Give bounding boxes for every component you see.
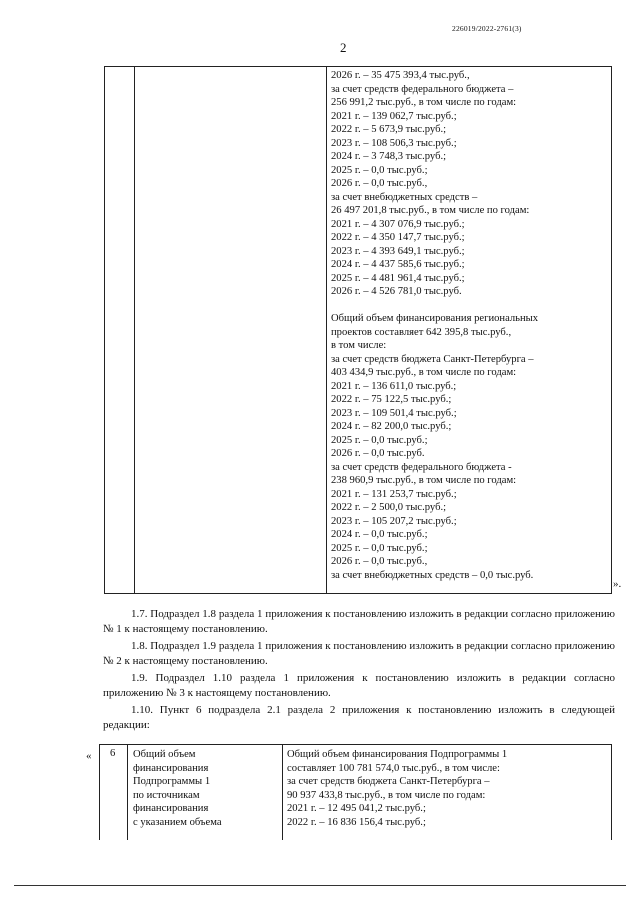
text-line: 2026 г. – 4 526 781,0 тыс.руб. <box>331 286 462 297</box>
label-line: с указанием объема <box>133 816 222 828</box>
text-line: 2026 г. – 0,0 тыс.руб., <box>331 556 428 567</box>
text-line: 2023 г. – 108 506,3 тыс.руб.; <box>331 137 457 149</box>
label-line: по источникам <box>133 789 200 801</box>
text-line: Общий объем финансирования Подпрограммы 1 <box>287 749 508 760</box>
label-line: финансирования <box>133 762 209 774</box>
text-line: 2024 г. – 4 437 585,6 тыс.руб.; <box>331 259 465 270</box>
text-line: 2025 г. – 4 481 961,4 тыс.руб.; <box>331 272 465 284</box>
table-column-divider <box>134 67 135 593</box>
text-line: 2023 г. – 105 207,2 тыс.руб.; <box>331 515 457 527</box>
text-line: 2025 г. – 0,0 тыс.руб.; <box>331 164 428 176</box>
text-line: 2024 г. – 3 748,3 тыс.руб.; <box>331 151 447 162</box>
text-line: за счет средств бюджета Санкт-Петербурга – <box>331 353 534 365</box>
table-column-divider <box>282 745 283 840</box>
text-line: 90 937 433,8 тыс.руб., в том числе по годам: <box>287 789 486 801</box>
financing-volume-cell <box>331 69 611 582</box>
blank-line <box>331 299 611 313</box>
table-column-divider <box>127 745 128 840</box>
text-line: 2021 г. – 131 253,7 тыс.руб.; <box>331 488 457 500</box>
text-line: 2021 г. – 4 307 076,9 тыс.руб.; <box>331 218 465 230</box>
label-line: Подпрограммы 1 <box>133 776 211 787</box>
label-line: Общий объем <box>133 749 196 760</box>
text-line: Общий объем финансирования региональных <box>331 313 539 324</box>
amendment-paragraph-1-10: 1.10. Пункт 6 подраздела 2.1 раздела 2 приложения к постановлению изложить в следующей редакции: <box>103 704 615 731</box>
text-line: 256 991,2 тыс.руб., в том числе по годам: <box>331 97 517 108</box>
text-line: 238 960,9 тыс.руб., в том числе по годам: <box>331 475 517 486</box>
text-line: 2021 г. – 139 062,7 тыс.руб.; <box>331 110 457 122</box>
text-line: 2026 г. – 35 475 393,4 тыс.руб., <box>331 70 470 81</box>
text-line: 2022 г. – 4 350 147,7 тыс.руб.; <box>331 232 465 243</box>
text-line: 2022 г. – 5 673,9 тыс.руб.; <box>331 124 447 135</box>
text-line: 2023 г. – 4 393 649,1 тыс.руб.; <box>331 245 465 257</box>
text-line: 2021 г. – 136 611,0 тыс.руб.; <box>331 380 457 392</box>
opening-quote: « <box>86 750 92 762</box>
amendment-paragraphs <box>103 607 615 735</box>
text-line: за счет средств федерального бюджета - <box>331 461 512 473</box>
document-number: 226019/2022-2761(3) <box>452 24 522 33</box>
text-line: 2023 г. – 109 501,4 тыс.руб.; <box>331 407 457 419</box>
text-line: в том числе: <box>331 340 387 351</box>
amendment-paragraph-1-7: 1.7. Подраздел 1.8 раздела 1 приложения к постановлению изложить в редакции согласно приложению № 1 к настоящему постановлению. <box>103 608 615 635</box>
text-line: 2025 г. – 0,0 тыс.руб.; <box>331 542 428 554</box>
text-line: 2022 г. – 2 500,0 тыс.руб.; <box>331 502 447 513</box>
amendment-paragraph-1-9: 1.9. Подраздел 1.10 раздела 1 приложения к постановлению изложить в редакции согласно приложению № 3 к настоящему постановлению. <box>103 672 615 699</box>
text-line: составляет 100 781 574,0 тыс.руб., в том числе: <box>287 762 500 774</box>
amendment-paragraph-1-8: 1.8. Подраздел 1.9 раздела 1 приложения к постановлению изложить в редакции согласно приложению № 2 к настоящему постановлению. <box>103 640 615 667</box>
row-label-cell <box>133 748 279 829</box>
text-line: за счет средств федерального бюджета – <box>331 83 514 95</box>
text-line: за счет средств бюджета Санкт-Петербурга – <box>287 776 490 787</box>
text-line: 2021 г. – 12 495 041,2 тыс.руб.; <box>287 803 426 814</box>
text-line: 2025 г. – 0,0 тыс.руб.; <box>331 434 428 446</box>
text-line: 2026 г. – 0,0 тыс.руб. <box>331 448 425 459</box>
text-line: 2024 г. – 0,0 тыс.руб.; <box>331 529 428 540</box>
row-content-cell <box>287 748 609 829</box>
text-line: 2022 г. – 75 122,5 тыс.руб.; <box>331 394 452 405</box>
row-number: 6 <box>110 748 116 759</box>
label-line: финансирования <box>133 803 209 814</box>
text-line: 26 497 201,8 тыс.руб., в том числе по годам: <box>331 205 530 216</box>
subprogram-financing-table <box>99 744 612 840</box>
text-line: за счет внебюджетных средств – <box>331 191 478 203</box>
text-line: 403 434,9 тыс.руб., в том числе по годам: <box>331 367 517 378</box>
closing-quote: ». <box>613 578 622 590</box>
text-line: проектов составляет 642 395,8 тыс.руб., <box>331 326 512 338</box>
page-bottom-rule <box>14 885 626 886</box>
text-line: 2026 г. – 0,0 тыс.руб., <box>331 178 428 189</box>
text-line: за счет внебюджетных средств – 0,0 тыс.руб. <box>331 569 534 581</box>
text-line: 2022 г. – 16 836 156,4 тыс.руб.; <box>287 816 426 828</box>
financing-table-continued <box>104 66 612 594</box>
text-line: 2024 г. – 82 200,0 тыс.руб.; <box>331 421 452 432</box>
page-number: 2 <box>340 40 347 55</box>
table-column-divider <box>326 67 327 593</box>
